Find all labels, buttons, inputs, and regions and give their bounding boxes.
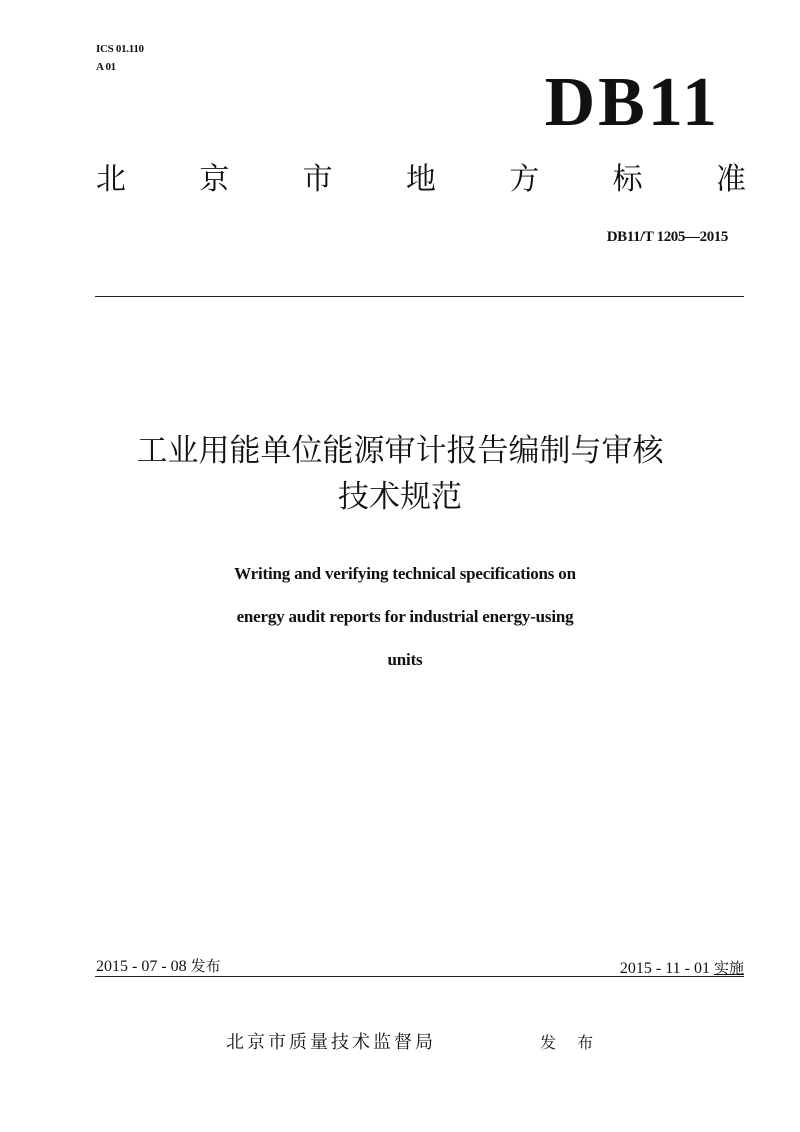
bottom-divider: [95, 976, 744, 977]
standard-type-char: 准: [715, 162, 746, 197]
ics-code: ICS 01.110: [96, 43, 144, 55]
implement-date-value: 2015 - 11 - 01: [619, 960, 710, 977]
standard-type-heading: [96, 160, 746, 200]
ccs-code: A 01: [96, 61, 116, 73]
issuing-authority: 北京市质量技术监督局: [226, 1032, 436, 1053]
chinese-title: [60, 428, 740, 520]
english-title: [100, 552, 710, 681]
standard-type-char: 北: [96, 162, 126, 197]
english-title-line: Writing and verifying technical specifications on: [234, 564, 576, 583]
chinese-title-line: 工业用能单位能源审计报告编制与审核: [136, 433, 664, 469]
publish-date-value: 2015 - 07 - 08: [96, 958, 187, 975]
english-title-line: units: [387, 650, 423, 669]
standard-type-char: 京: [199, 162, 230, 197]
chinese-title-line: 技术规范: [338, 479, 462, 515]
standard-number: DB11/T 1205—2015: [606, 229, 728, 245]
standard-type-char: 方: [509, 162, 540, 197]
issue-label: 发 布: [540, 1033, 602, 1052]
publish-label: 发布: [190, 957, 221, 975]
top-divider: [95, 296, 744, 297]
implement-label: 实施: [713, 959, 744, 977]
standard-type-char: 地: [405, 162, 436, 197]
db11-logo: DB11: [544, 64, 720, 141]
english-title-line: energy audit reports for industrial energy-using: [236, 607, 574, 626]
standard-type-char: 市: [302, 162, 333, 197]
publish-date: [96, 955, 221, 978]
standard-type-char: 标: [612, 162, 643, 197]
classification-codes: [96, 40, 144, 76]
